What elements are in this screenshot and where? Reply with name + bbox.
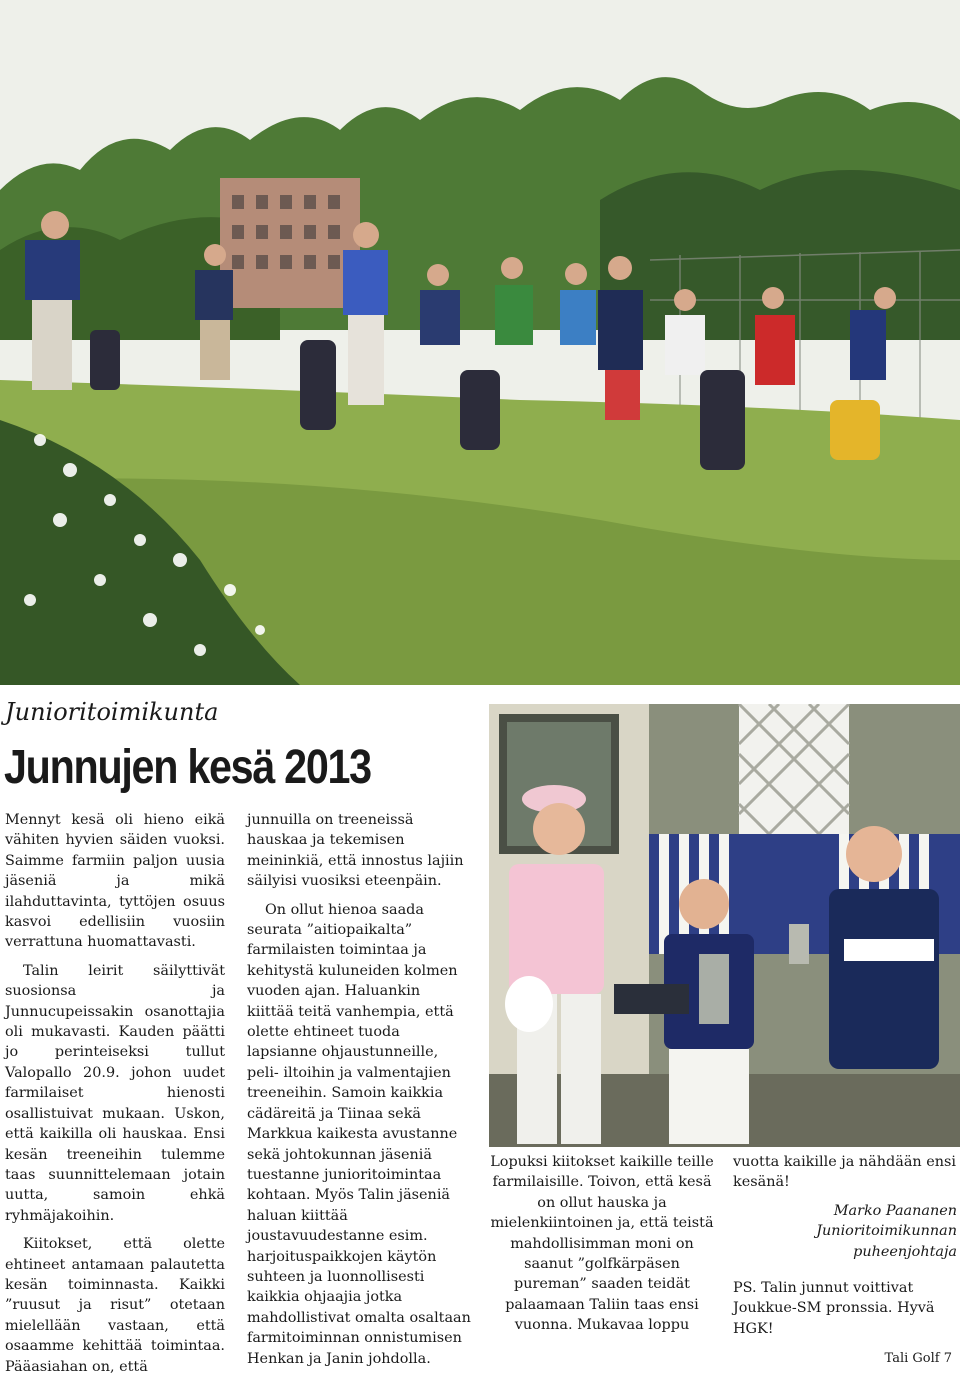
paragraph: Lopuksi kiitokset kaikille teille farmilaisille. Toivon, että kesä on ollut hauska ja mielenkiintoinen ja, että teistä mahdollisimman moni on saanut ”golfkärpäsen pureman” saaden teidät palaamaan Taliin taas ensi vuonna. Mukavaa loppu <box>490 1154 714 1334</box>
section-label: Junioritoimikunta <box>5 698 219 726</box>
article-column-1 <box>5 810 225 1385</box>
top-photo <box>0 0 960 685</box>
paragraph: Kiitokset, että olette ehtineet antamaan palautetta kesän toiminnasta. Kaikki ”ruusut ja risut” otetaan mielellään vastaan, että osaamme kehittää toimintaa. Pääasiahan on, että <box>5 1236 225 1375</box>
signature-name: Marko Paananen <box>833 1202 957 1219</box>
paragraph: Mennyt kesä oli hieno eikä vähiten hyvien säiden vuoksi. Saimme farmiin paljon uusia jäseniä ja mikä ilahduttavinta, tyttöjen osuus kasvoi edellisiin vuosiin verrattuna huomattavasti. <box>5 812 225 951</box>
headline: Junnujen kesä 2013 <box>4 741 371 794</box>
postscript: PS. Talin junnut voittivat Joukkue-SM pronssia. Hyvä HGK! <box>733 1280 935 1337</box>
page-footer: Tali Golf 7 <box>884 1351 952 1366</box>
article-column-2 <box>247 810 471 1377</box>
paragraph: junnuilla on treeneissä hauskaa ja tekemisen meininkiä, että innostus lajiin säilyisi vuosiksi eteenpäin. <box>247 812 464 890</box>
article-column-3 <box>489 1152 715 1344</box>
paragraph: Talin leirit säilyttivät suosionsa ja Junnucupeissakin osanottajia oli mukavasti. Kauden päätti jo perinteiseksi tullut Valopallo 20.9. johon uudet farmilaiset hienosti osallistuivat mukaan. Uskon, että kaikilla oli hauskaa. Ensi kesän treeneihin tulemme taas suunnittelemaan jotain uutta, samoin ehkä ryhmäjakoihin. <box>5 962 225 1224</box>
paragraph: vuotta kaikille ja nähdään ensi kesänä! <box>733 1154 957 1191</box>
signature-title: puheenjohtaja <box>853 1243 957 1260</box>
article-column-4 <box>733 1152 957 1347</box>
paragraph: On ollut hienoa saada seurata ”aitiopaikalta” farmilaisten toimintaa ja kehitystä kuluneiden kolmen vuoden ajan. Haluankin kiittää teitä vanhempia, että olette ehtineet tuoda lapsianne ohjaustunneille, peli- iltoihin ja valmentajien treeneihin. Samoin kaikkia cädäreitä ja Tiinaa sekä Markkua kaikesta avustanne sekä johtokunnan jäseniä tuestanne junioritoimintaa kohtaan. Myös Talin jäseniä haluan kiittää joustavuudestanne esim. harjoituspaikkojen käytön suhteen ja luonnollisesti kaikkia ohjaajia jotka mahdollistivat omalta osaltaan farmitoiminnan onnistumisen Henkan ja Janin johdolla. <box>247 901 471 1367</box>
trophy-photo <box>489 704 960 1147</box>
signature-title: Junioritoimikunnan <box>816 1223 957 1240</box>
